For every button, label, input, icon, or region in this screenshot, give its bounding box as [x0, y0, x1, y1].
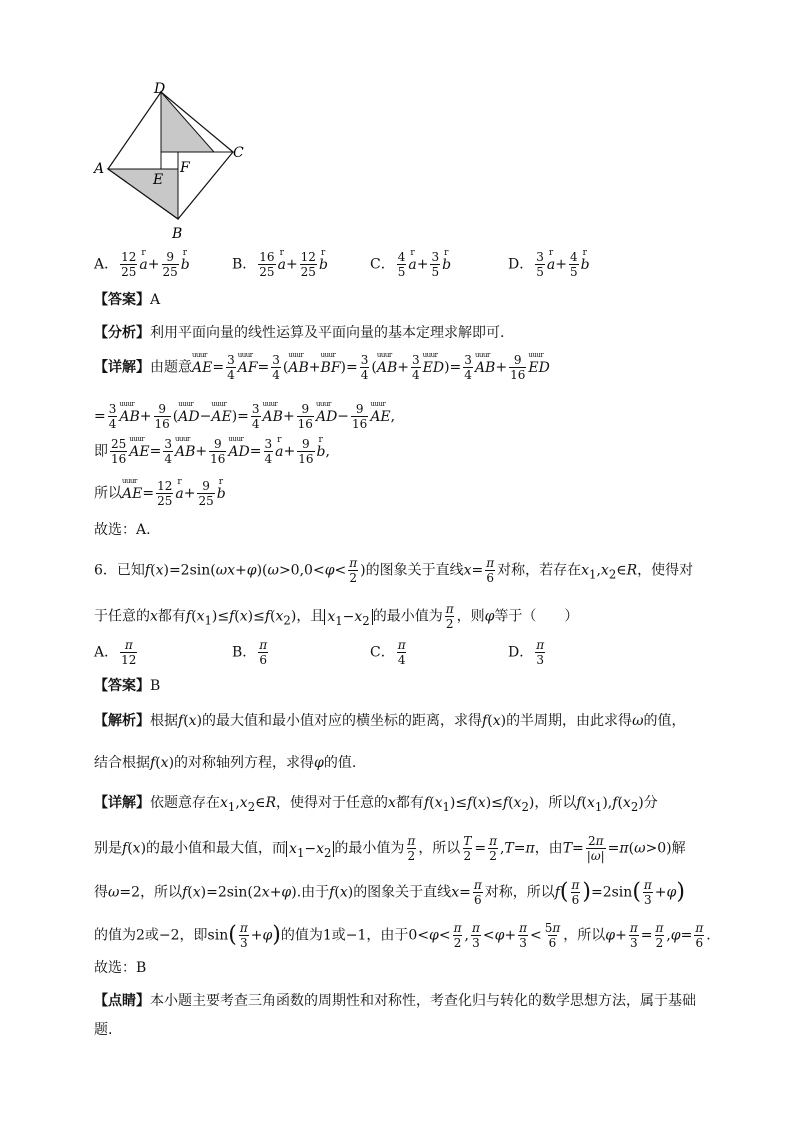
q6-conclusion: 故选：B	[94, 960, 147, 976]
q6-analysis-line-1: 【解析】根据f(x)的最大值和最小值对应的横坐标的距离，求得f(x)的半周期，由此求得ω的值，	[94, 713, 686, 729]
q6-detail-line-1: 【详解】依题意存在$x_1,x_2\in R$，使得对于任意的x都有$f(x_1)\le f(x)\le f(x_2)$，所以$f(x_1),f(x_2)$分	[94, 795, 658, 814]
q5-detail-line-3: 即 $\frac{25}{16}$ uuur AE= $\frac{3}{4}$ uuur AB+ $\frac{9}{16}$ uuur AD= $\frac{3}{4}$ r a+ $\frac{9}{16}$ r b,	[94, 437, 330, 466]
q5-option-d[interactable]: D． $\frac{3}{5}$ r a+ $\frac{4}{5}$ r b	[508, 250, 590, 279]
shaded-triangle-top	[161, 92, 214, 152]
geometry-diagram	[90, 78, 260, 248]
label-b: B	[172, 226, 183, 242]
q5-conclusion: 故选：A.	[94, 522, 151, 538]
q5-detail-line-1: 【详解】由题意uuur AE= $\frac{3}{4}$ uuur AF= $\frac{3}{4}$ (uuur AB+uuur BF)= $\frac{3}{4}$ (uuur AB+ $\frac{3}{4}$ uuur ED)= $\frac{3}{4}$ uuur AB+ $\frac{9}{16}$ uuur ED	[94, 353, 550, 382]
q6-answer: 【答案】B	[94, 678, 161, 694]
q5-option-c[interactable]: C． $\frac{4}{5}$ r a+ $\frac{3}{5}$ r b	[370, 250, 451, 279]
q6-comment-line-1: 【点睛】本小题主要考查三角函数的周期性和对称性，考查化归与转化的数学思想方法，属于基础	[94, 993, 696, 1009]
q6-stem-line-2: 于任意的x都有$f(x_1)\le f(x)\le f(x_2)$，且 $x_1-x_2$ 的最小值为 $\frac{\pi}{2}$ ，则φ等于（ ）	[94, 602, 579, 631]
q6-option-a[interactable]: A． $\frac{\pi}{12}$	[94, 638, 137, 667]
q6-analysis-line-2: 结合根据f(x)的对称轴列方程，求得φ的值.	[94, 755, 357, 771]
q5-answer: 【答案】A	[94, 292, 161, 308]
label-f: F	[180, 160, 190, 176]
q6-detail-line-4: 的值为2或−2，即sin( $\frac{\pi}{3}$ +φ)的值为1或−1，由于0<φ< $\frac{\pi}{2}$ , $\frac{\pi}{3}$ <φ+ $\frac{\pi}{3}$ < $\frac{5\pi}{6}$ ，所以φ+ $\frac{\pi}{3}$ = $\frac{\pi}{2}$ ,φ= $\frac{\pi}{6}$ .	[94, 921, 711, 950]
q5-analysis: 【分析】利用平面向量的线性运算及平面向量的基本定理求解即可.	[94, 325, 505, 341]
q6-option-d[interactable]: D． $\frac{\pi}{3}$	[508, 638, 545, 667]
q6-comment-line-2: 题.	[94, 1022, 113, 1038]
label-e: E	[153, 172, 164, 188]
q6-option-b[interactable]: B． $\frac{\pi}{6}$	[232, 638, 268, 667]
q5-option-b[interactable]: B． $\frac{16}{25}$ r a+ $\frac{12}{25}$ r b	[232, 250, 328, 279]
q6-detail-line-2: 别是f(x)的最小值和最大值，而 $x_1-x_2$ 的最小值为 $\frac{\pi}{2}$ ，所以 $\frac{T}{2}$ = $\frac{\pi}{2}$ ,T=π，由T= $\frac{2\pi}{|\omega|}$ =π(ω>0)解	[94, 834, 686, 863]
q6-stem-line-1: 6．已知f(x)=2sin(ωx+φ)(ω>0,0<φ< $\frac{\pi}{2}$ )的图象关于直线x= $\frac{\pi}{6}$ 对称，若存在$x_1,x_2\in R$，使得对	[94, 556, 694, 585]
q5-option-a[interactable]: A． $\frac{12}{25}$ r a+ $\frac{9}{25}$ r b	[94, 250, 190, 279]
q6-option-c[interactable]: C． $\frac{\pi}{4}$	[370, 638, 406, 667]
q6-detail-line-3: 得ω=2，所以f(x)=2sin(2x+φ).由于f(x)的图象关于直线x= $\frac{\pi}{6}$ 对称，所以f( $\frac{\pi}{6}$ )=2sin( $\frac{\pi}{3}$ +φ)	[94, 878, 685, 907]
q5-detail-line-4: 所以uuur AE= $\frac{12}{25}$ r a+ $\frac{9}{25}$ r b	[94, 479, 226, 508]
label-a: A	[94, 161, 105, 177]
label-c: C	[233, 145, 244, 161]
label-d: D	[154, 81, 166, 97]
q5-detail-line-2: = $\frac{3}{4}$ uuur AB+ $\frac{9}{16}$ (uuur AD−uuur AE)= $\frac{3}{4}$ uuur AB+ $\frac{9}{16}$ uuur AD− $\frac{9}{16}$ uuur AE,	[94, 402, 395, 431]
